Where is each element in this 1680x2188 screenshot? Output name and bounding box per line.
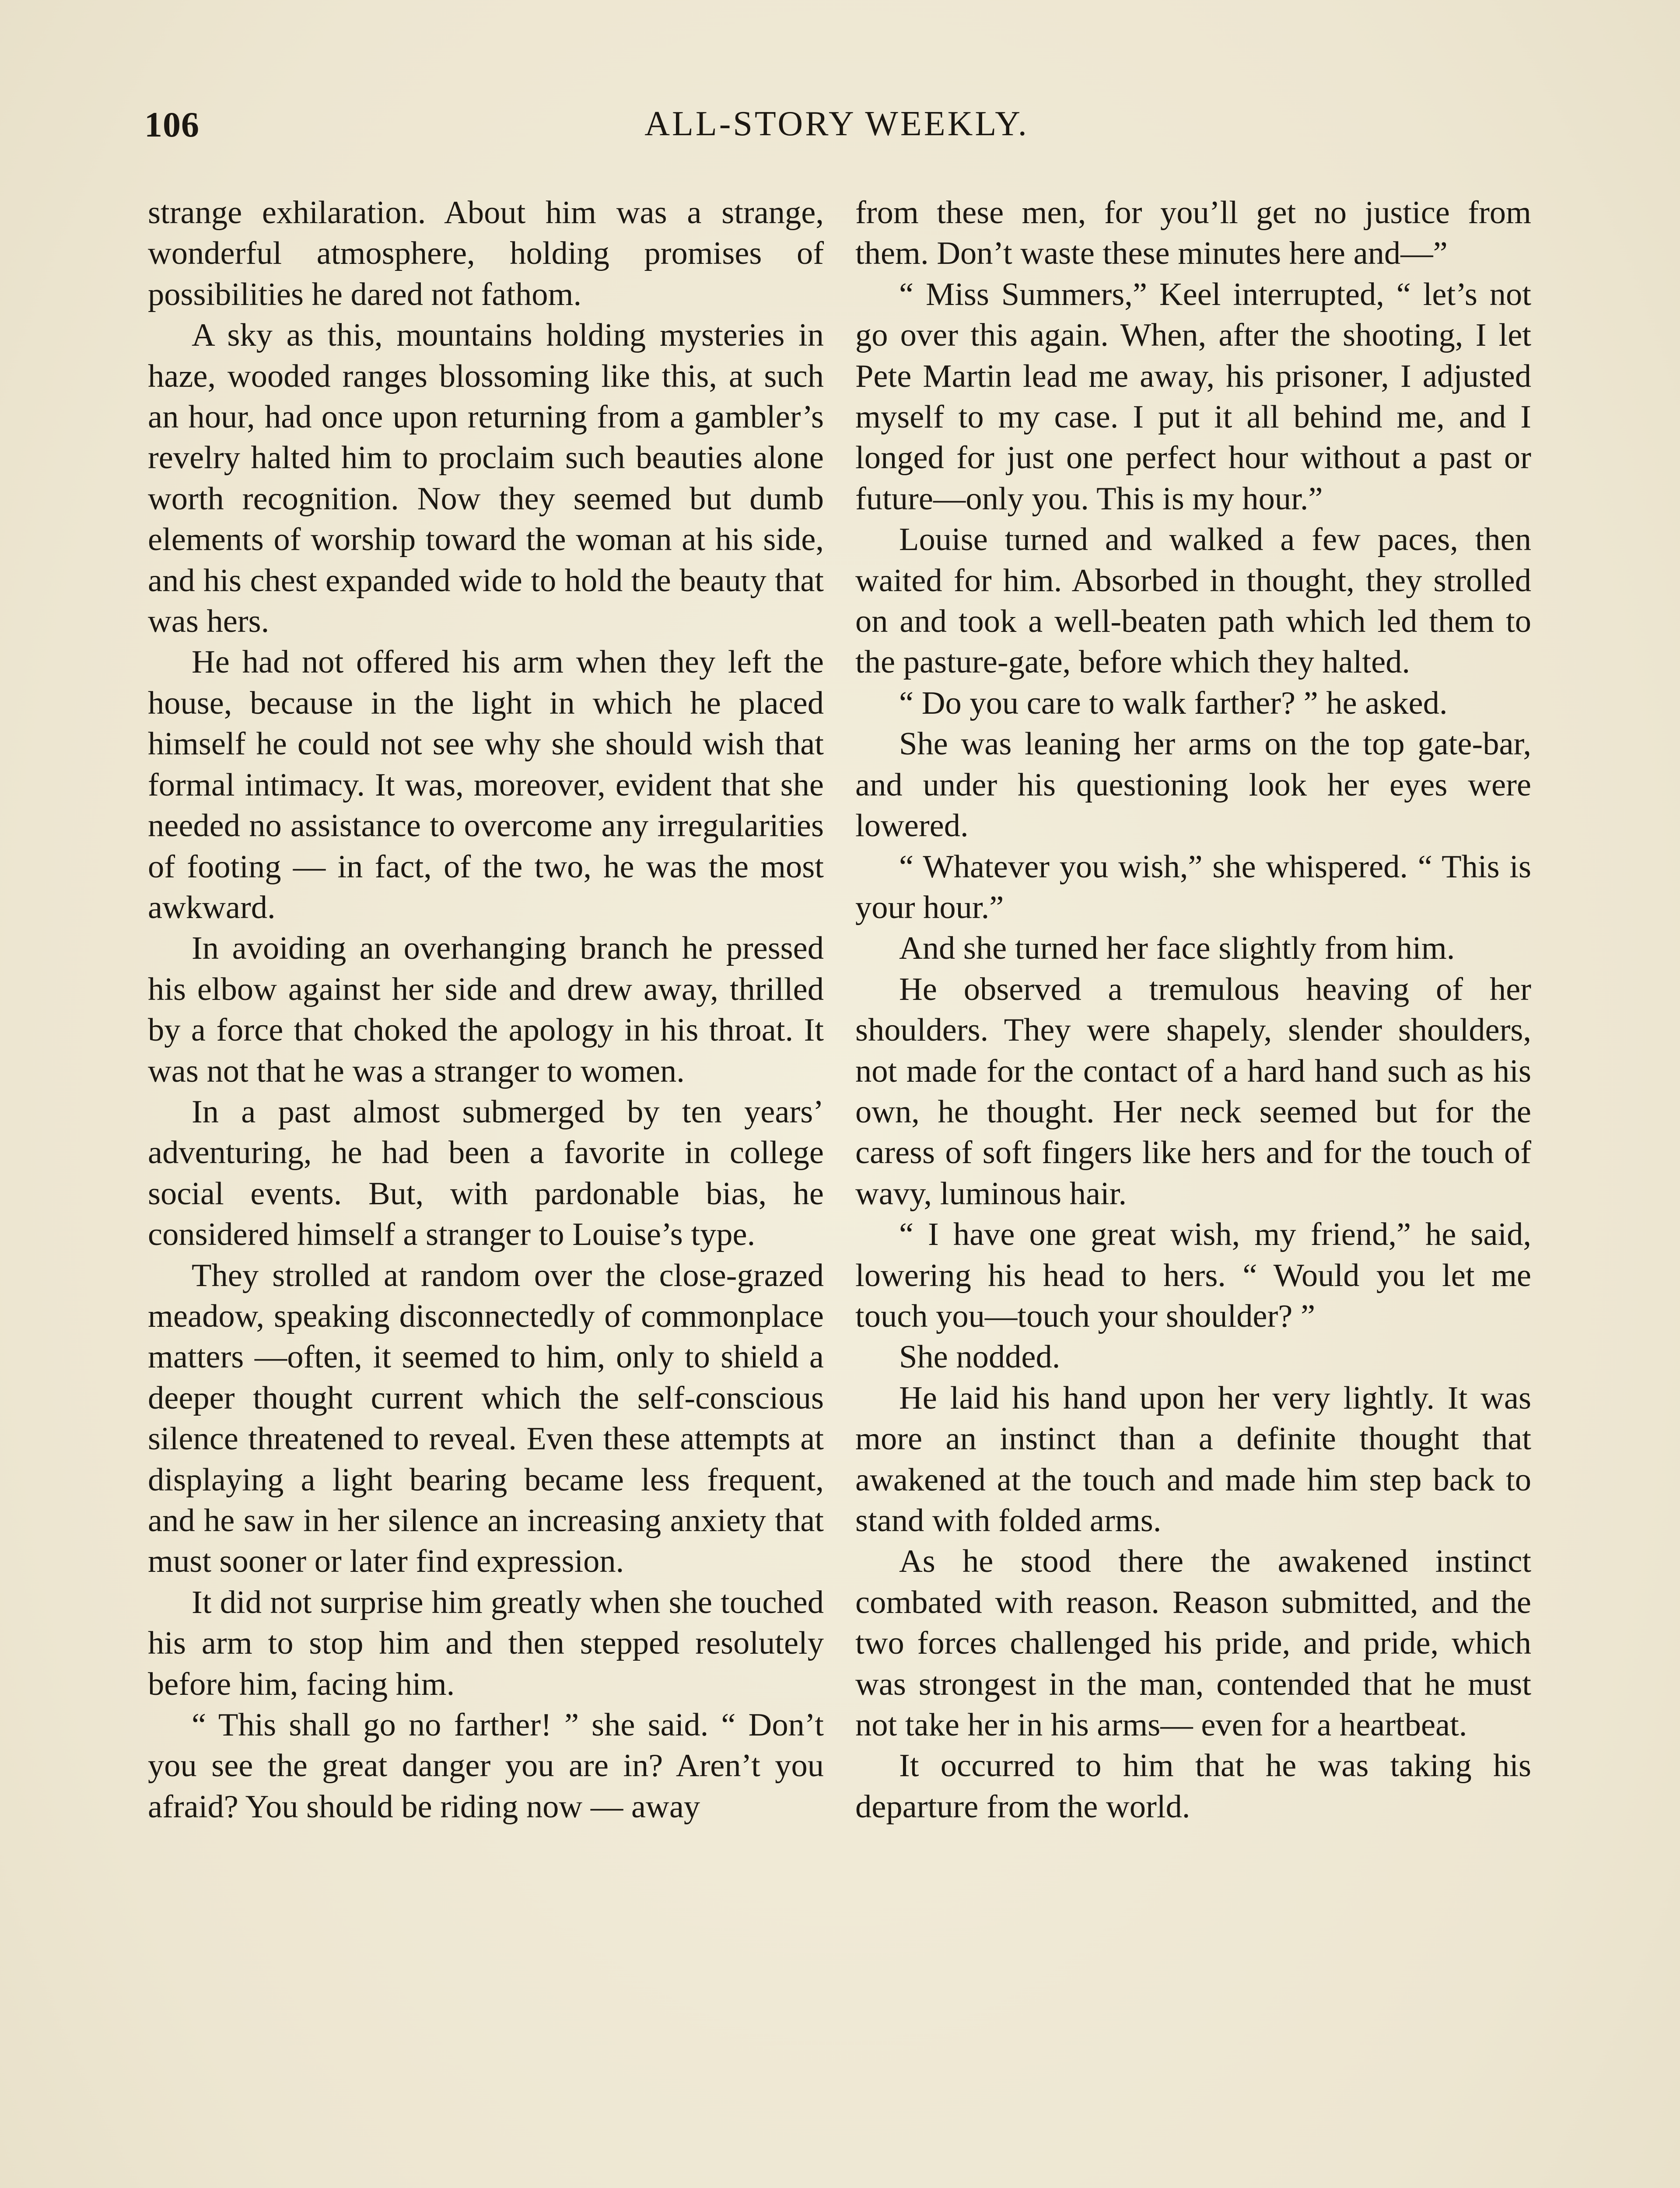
paragraph: In a past almost submerged by ten years’ adventuring, he had been a favorite in college social events. But, with pardonable bias, he considered himself a stranger to Louise’s type. xyxy=(148,1094,824,1253)
paragraph: They strolled at random over the close-grazed meadow, speaking disconnectedly of commonplace matters —often, it seemed to him, only to shield a deeper thought current which the self-conscious silence threatened to reveal. Even these attempts at displaying a light bearing became less frequent, and he saw in her silence an increasing anxiety that must sooner or later find expression. xyxy=(148,1257,824,1580)
page-number: 106 xyxy=(144,105,200,144)
left-text-column xyxy=(148,193,824,1827)
paragraph: She nodded. xyxy=(899,1339,1060,1375)
paragraph: “ This shall go no farther! ” she said. “ Don’t you see the great danger you are in? Aren’t you afraid? You should be riding now — away xyxy=(148,1707,824,1825)
paragraph: It did not surprise him greatly when she touched his arm to stop him and then stepped resolutely before him, facing him. xyxy=(148,1584,824,1702)
paragraph: strange exhilaration. About him was a strange, wonderful atmosphere, holding promises of possibilities he dared not fathom. xyxy=(148,195,824,312)
paragraph: In avoiding an overhanging branch he pressed his elbow against her side and drew away, thrilled by a force that choked the apology in his throat. It was not that he was a stranger to women. xyxy=(148,930,824,1089)
paragraph: He laid his hand upon her very lightly. It was more an instinct than a definite thought that awakened at the touch and made him step back to stand with folded arms. xyxy=(855,1380,1531,1539)
paragraph: She was leaning her arms on the top gate-bar, and under his questioning look her eyes were lowered. xyxy=(855,726,1531,844)
paragraph: “ Whatever you wish,” she whispered. “ This is your hour.” xyxy=(855,849,1531,926)
right-text-column xyxy=(855,193,1531,1827)
paragraph: “ I have one great wish, my friend,” he said, lowering his head to hers. “ Would you let me touch you—touch your shoulder? ” xyxy=(855,1217,1531,1334)
paragraph: As he stood there the awakened instinct combated with reason. Reason submitted, and the two forces challenged his pride, and pride, which was strongest in the man, contended that he must not take her in his arms— even for a heartbeat. xyxy=(855,1543,1531,1743)
running-title: ALL-STORY WEEKLY. xyxy=(644,105,1029,143)
page-header xyxy=(144,104,1529,161)
paragraph: Louise turned and walked a few paces, then waited for him. Absorbed in thought, they strolled on and took a well-beaten path which led them to the pasture-gate, before which they halted. xyxy=(855,522,1531,680)
paragraph: from these men, for you’ll get no justice from them. Don’t waste these minutes here and—” xyxy=(855,195,1531,272)
paragraph: He had not offered his arm when they left the house, because in the light in which he placed himself he could not see why she should wish that formal intimacy. It was, moreover, evident that she needed no assistance to overcome any irregularities of footing — in fact, of the two, he was the most awkward. xyxy=(148,644,824,926)
paragraph: A sky as this, mountains holding mysteries in haze, wooded ranges blossoming like this, at such an hour, had once upon returning from a gambler’s revelry halted him to proclaim such beauties alone worth recognition. Now they seemed but dumb elements of worship toward the woman at his side, and his chest expanded wide to hold the beauty that was hers. xyxy=(148,317,824,640)
paragraph: “ Do you care to walk farther? ” he asked. xyxy=(899,685,1448,721)
paragraph: He observed a tremulous heaving of her shoulders. They were shapely, slender shoulders, not made for the contact of a hard hand such as his own, he thought. Her neck seemed but for the caress of soft fingers like hers and for the touch of wavy, luminous hair. xyxy=(855,971,1531,1212)
paragraph: It occurred to him that he was taking his departure from the world. xyxy=(855,1748,1531,1825)
paragraph: “ Miss Summers,” Keel interrupted, “ let’s not go over this again. When, after the shooting, I let Pete Martin lead me away, his prisoner, I adjusted myself to my case. I put it all behind me, and I longed for just one perfect hour without a past or future—only you. This is my hour.” xyxy=(855,276,1531,517)
paragraph: And she turned her face slightly from him. xyxy=(899,930,1455,967)
